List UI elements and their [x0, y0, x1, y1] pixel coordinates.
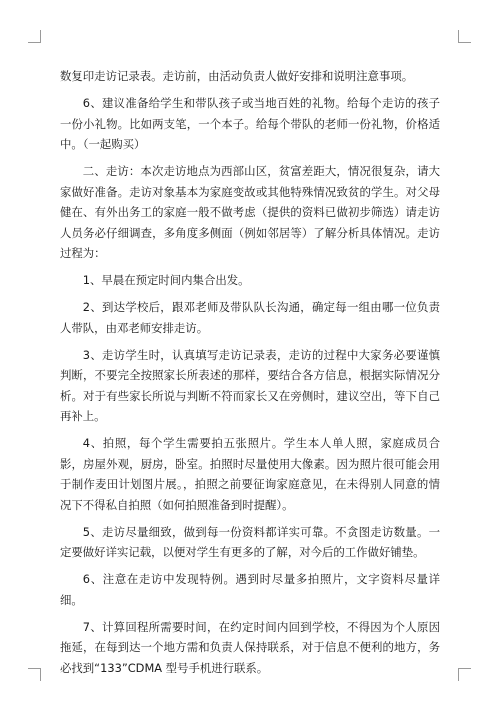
paragraph: 5、走访尽量细致，做到每一份资料都详实可靠。不贪图走访数量。一定要做好详实记载，以便对学生有更多的了解，对今后的工作做好铺垫。: [60, 524, 440, 559]
paragraph: 1、早晨在预定时间内集合出发。: [82, 273, 250, 287]
crop-mark-top-right: [458, 30, 471, 43]
crop-mark-top-left: [28, 30, 41, 43]
paragraph: 4、拍照，每个学生需要拍五张照片。学生本人单人照，家庭成员合影，房屋外观，厨房，卧室。拍照时尽量使用大像素。因为照片很可能会用于制作麦田计划图片展。，拍照之前要征询家庭意见，在未得别人同意的情况下不得私自拍照（如何拍照准备到时提醒）。: [60, 436, 440, 512]
crop-mark-bottom-right: [458, 668, 471, 681]
paragraph: 6、注意在走访中发现特例。遇到时尽量多拍照片，文字资料尽量详细。: [60, 572, 440, 607]
crop-mark-bottom-left: [28, 668, 41, 681]
paragraph: 数复印走访记录表。走访前，由活动负责人做好安排和说明注意事项。: [60, 69, 414, 83]
paragraph: 2、到达学校后，跟邓老师及带队队长沟通，确定每一组由哪一位负责人带队，由邓老师安排走访。: [60, 300, 440, 335]
paragraph: 二、走访：本次走访地点为西部山区，贫富差距大，情况很复杂，请大家做好准备。走访对象基本为家庭变故或其他特殊情况致贫的学生。对父母健在、有外出务工的家庭一般不做考虑（提供的资料已做初步筛选）请走访人员务必仔细调查，多角度多侧面（例如邻居等）了解分析具体情况。走访过程为：: [60, 164, 440, 260]
document-body: [60, 66, 440, 685]
paragraph: 6、建议准备给学生和带队孩子或当地百姓的礼物。给每个走访的孩子一份小礼物。比如两支笔，一个本子。给每个带队的老师一份礼物，价格适中。（一起购买）: [60, 96, 440, 151]
paragraph: 3、走访学生时，认真填写走访记录表，走访的过程中大家务必要谨慎判断，不要完全按照家长所表述的那样，要结合各方信息，根据实际情况分析。对于有些家长所说与判断不符而家长又在旁侧时，建议空出，等下自己再补上。: [60, 347, 440, 423]
paragraph: 7、计算回程所需要时间，在约定时间内回到学校，不得因为个人原因拖延，在每到达一个地方需和负责人保持联系，对于信息不便利的地方，务必找到“133”CDMA 型号手机进行联系。: [60, 619, 440, 675]
